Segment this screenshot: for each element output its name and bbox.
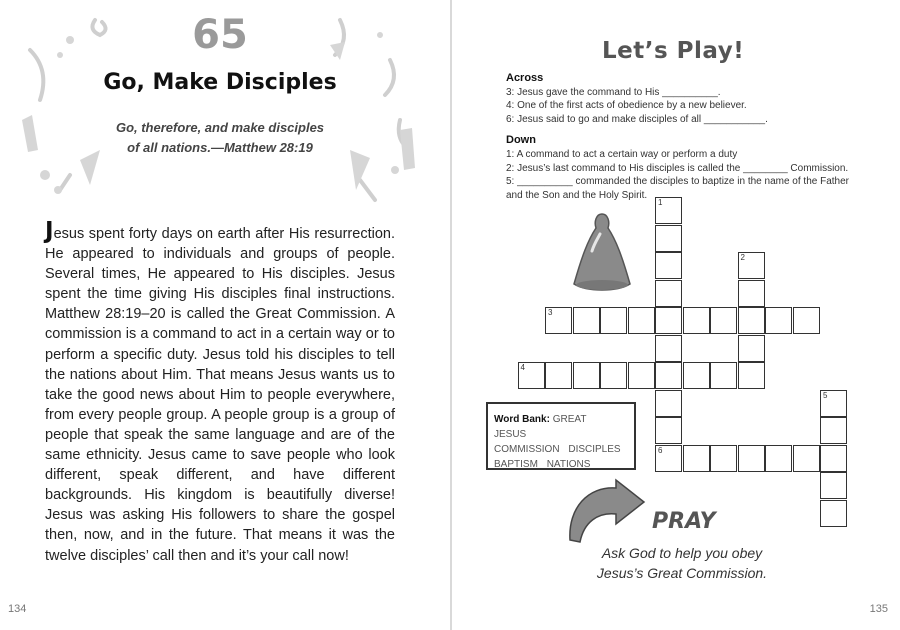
down-clue: and the Son and the Holy Spirit. (506, 189, 648, 201)
crossword-cell[interactable] (600, 307, 627, 334)
lesson-body-text: esus spent forty days on earth after His resurrection. He appeared to individuals and groups of people. Several times, He appeared to His disciples. Jesus spent the time giving His disciples final instructions. Matthew 28:19–20 is called the Great Commission. A commission is a command to act in a certain way or to perform a specific duty. Jesus told his disciples to tell the nations about Him. That means Jesus wants us to take the good news about Him to people everywhere, from every people group. A people group is a group of people that speak the same language and are of the same ethnicity. Jesus came to save people who look different, speak different, and have different backgrounds. His kingdom is beautifully diverse! Jesus was asking His followers to share the gospel then, now, and in the future. That means it was the twelve disciples’ call then and it’s your call now! (45, 226, 395, 564)
lesson-body (45, 218, 395, 566)
down-clue: 1: A command to act a certain way or perform a duty (506, 148, 738, 160)
across-heading: Across (506, 72, 544, 84)
crossword-cell[interactable] (655, 225, 682, 252)
crossword-cell[interactable] (655, 197, 682, 224)
crossword-cell[interactable] (765, 307, 792, 334)
crossword-clue-number: 4 (520, 363, 525, 372)
crossword-cell[interactable] (573, 307, 600, 334)
word-bank-word: BAPTISM (494, 459, 538, 470)
down-heading: Down (506, 134, 536, 147)
crossword-cell[interactable] (820, 390, 847, 417)
pray-label: PRAY (652, 509, 716, 534)
crossword-clues (506, 72, 876, 202)
bell-icon (572, 206, 632, 296)
down-clue: 2: Jesus’s last command to His disciples is called the ________ Commission. (506, 162, 849, 174)
memory-verse (100, 118, 340, 158)
crossword-cell[interactable] (738, 252, 765, 279)
crossword-cell[interactable] (710, 445, 737, 472)
crossword-clue-number: 3 (548, 308, 553, 317)
crossword-cell[interactable] (820, 445, 847, 472)
crossword-cell[interactable] (545, 362, 572, 389)
crossword-cell[interactable] (655, 307, 682, 334)
crossword-cell[interactable] (738, 335, 765, 362)
prayer-line-2: Jesus’s Great Commission. (596, 565, 768, 581)
crossword-cell[interactable] (793, 307, 820, 334)
prayer-prompt (572, 543, 792, 583)
crossword-cell[interactable] (738, 280, 765, 307)
across-clue: 6: Jesus said to go and make disciples of all ___________. (506, 113, 768, 125)
word-bank-word: DISCIPLES (568, 444, 621, 455)
crossword-cell[interactable] (628, 307, 655, 334)
word-bank-word: COMMISSION (494, 444, 560, 455)
word-bank-word: GREAT (552, 414, 587, 425)
word-bank-label: Word Bank: (494, 414, 550, 425)
across-clue: 4: One of the first acts of obedience by a new believer. (506, 100, 747, 112)
word-bank-word: JESUS (494, 429, 527, 440)
across-clue: 3: Jesus gave the command to His __________. (506, 86, 721, 98)
page-number-right: 135 (869, 603, 888, 615)
word-bank (486, 402, 636, 470)
drop-cap: J (45, 218, 54, 244)
crossword-cell[interactable] (683, 362, 710, 389)
crossword-cell[interactable] (655, 445, 682, 472)
crossword-clue-number: 6 (658, 445, 663, 455)
crossword-cell[interactable] (710, 307, 737, 334)
prayer-line-1: Ask God to help you obey (601, 545, 763, 561)
crossword-cell[interactable] (600, 362, 627, 389)
crossword-cell[interactable] (628, 362, 655, 389)
lesson-title: Go, Make Disciples (103, 70, 337, 95)
verse-line-2: of all nations.—Matthew 28:19 (127, 140, 313, 155)
right-page (452, 0, 900, 630)
crossword-clue-number: 5 (823, 390, 828, 400)
crossword-cell[interactable] (573, 362, 600, 389)
crossword-cell[interactable] (683, 307, 710, 334)
crossword-cell[interactable] (820, 500, 847, 527)
crossword-cell[interactable] (518, 362, 545, 389)
crossword-cell[interactable] (545, 307, 572, 334)
lesson-number: 65 (192, 12, 248, 58)
crossword-cell[interactable] (738, 445, 765, 472)
crossword-cell[interactable] (655, 252, 682, 279)
crossword-cell[interactable] (655, 335, 682, 362)
crossword-cell[interactable] (820, 417, 847, 444)
crossword-cell[interactable] (655, 417, 682, 444)
crossword-cell[interactable] (655, 280, 682, 307)
crossword-cell[interactable] (655, 390, 682, 417)
crossword-clue-number: 1 (658, 198, 663, 207)
crossword-cell[interactable] (710, 362, 737, 389)
crossword-cell[interactable] (738, 362, 765, 389)
crossword-cell[interactable] (820, 472, 847, 499)
verse-line-1: Go, therefore, and make disciples (115, 120, 325, 135)
crossword-cell[interactable] (683, 445, 710, 472)
crossword-clue-number: 2 (740, 253, 745, 262)
crossword-cell[interactable] (793, 445, 820, 472)
crossword-cell[interactable] (655, 362, 682, 389)
activity-title: Let’s Play! (602, 38, 745, 64)
crossword-cell[interactable] (765, 445, 792, 472)
down-clue: 5: __________ commanded the disciples to baptize in the name of the Father (506, 176, 850, 188)
curved-arrow-icon (564, 478, 646, 548)
word-bank-word: NATIONS (546, 459, 591, 470)
page-number-left: 134 (8, 603, 27, 615)
crossword-cell[interactable] (738, 307, 765, 334)
